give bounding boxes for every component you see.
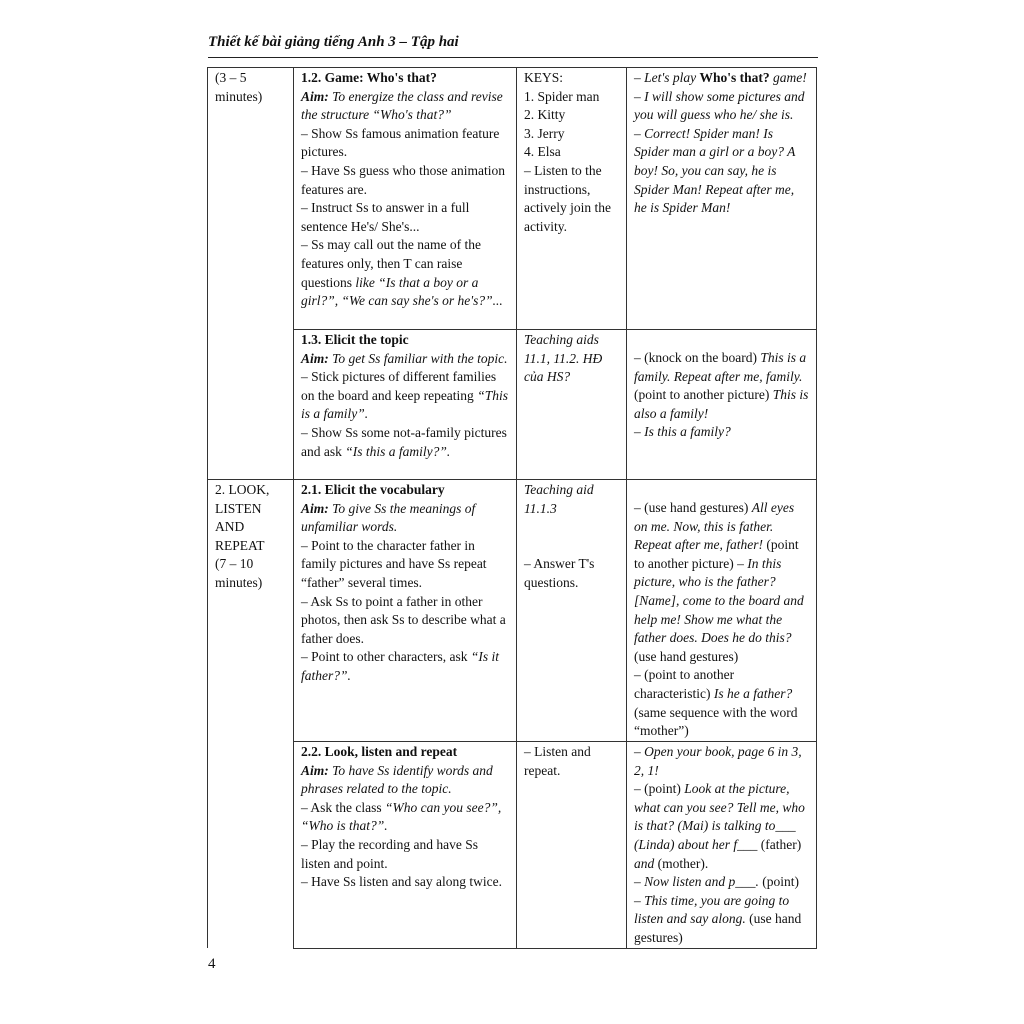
page-header-title: Thiết kế bài giảng tiếng Anh 3 – Tập hai [208,34,459,50]
table-row [208,330,817,480]
activity-title: 1.3. Elicit the topic [301,332,409,347]
activity-cell: 1.2. Game: Who's that? Aim: To energize the class and revise the structure “Who's that?” – Show Ss famous animation feature pictures. – Have Ss guess who those animation features are. – Instruct Ss to answer in a full sentence He's/ She's... – Ss may call out the name of the features only, then T can raise questions like “Is that a boy or a girl?”, “We can say she's or he's?”... [294,68,517,330]
activity-cell: 2.1. Elicit the vocabulary Aim: To give Ss the meanings of unfamiliar words. – Point to the character father in family pictures and have Ss repeat “father” several times. – Ask Ss to point a father in other photos, then ask Ss to describe what a father does. – Point to other characters, ask “Is it father?”. [294,480,517,742]
table-row [208,480,817,742]
student-cell: KEYS: 1. Spider man 2. Kitty 3. Jerry 4. Elsa – Listen to the instructions, actively join the activity. [517,68,627,330]
student-cell: Teaching aids 11.1, 11.2. HĐ của HS? [517,330,627,480]
activity-cell: 1.3. Elicit the topic Aim: To get Ss familiar with the topic. – Stick pictures of different families on the board and keep repeating “This is a family”. – Show Ss some not-a-family pictures and ask “Is this a family?”. [294,330,517,480]
time-cell: (3 – 5 minutes) [208,68,294,480]
activity-cell: 2.2. Look, listen and repeat Aim: To have Ss identify words and phrases related to the topic. – Ask the class “Who can you see?”, “Who is that?”. – Play the recording and have Ss listen and point. – Have Ss listen and say along twice. [294,742,517,949]
teacher-cell: – (use hand gestures) All eyes on me. Now, this is father. Repeat after me, father! (point to another picture) – In this picture, who is the father? [Name], come to the board and help me! Show me what the father does. Does he do this? (use hand gestures) – (point to another characteristic) Is he a father? (same sequence with the word “mother”) [627,480,817,742]
aim: Aim: To get Ss familiar with the topic. [301,350,508,366]
activity-title: 1.2. Game: Who's that? [301,70,437,85]
aim: Aim: To have Ss identify words and phrases related to the topic. [301,762,493,797]
header-rule [208,57,818,58]
activity-title: 2.1. Elicit the vocabulary [301,482,445,497]
teacher-cell: – Let's play Who's that? game! – I will show some pictures and you will guess who he/ she is. – Correct! Spider man! Is Spider man a girl or a boy? A boy! So, you can say, he is Spider Man! Repeat after me, he is Spider Man! [627,68,817,330]
student-cell: Teaching aid 11.1.3 – Answer T's questions. [517,480,627,742]
page-number: 4 [208,956,216,972]
lesson-plan-table [207,67,817,949]
teacher-cell: – (knock on the board) This is a family. Repeat after me, family. (point to another picture) This is also a family! – Is this a family? [627,330,817,480]
time-cell: 2. LOOK, LISTEN AND REPEAT (7 – 10 minutes) [208,480,294,949]
aim: Aim: To energize the class and revise the structure “Who's that?” [301,88,503,123]
table-row [208,68,817,330]
aim: Aim: To give Ss the meanings of unfamiliar words. [301,500,476,535]
activity-title: 2.2. Look, listen and repeat [301,744,458,759]
table-row [208,742,817,949]
student-cell: – Listen and repeat. [517,742,627,949]
teacher-cell: – Open your book, page 6 in 3, 2, 1! – (point) Look at the picture, what can you see? Tell me, who is that? (Mai) is talking to___ (Linda) about her f___ (father) and (mother). – Now listen and p___. (point) – This time, you are going to listen and say along. (use hand gestures) [627,742,817,949]
